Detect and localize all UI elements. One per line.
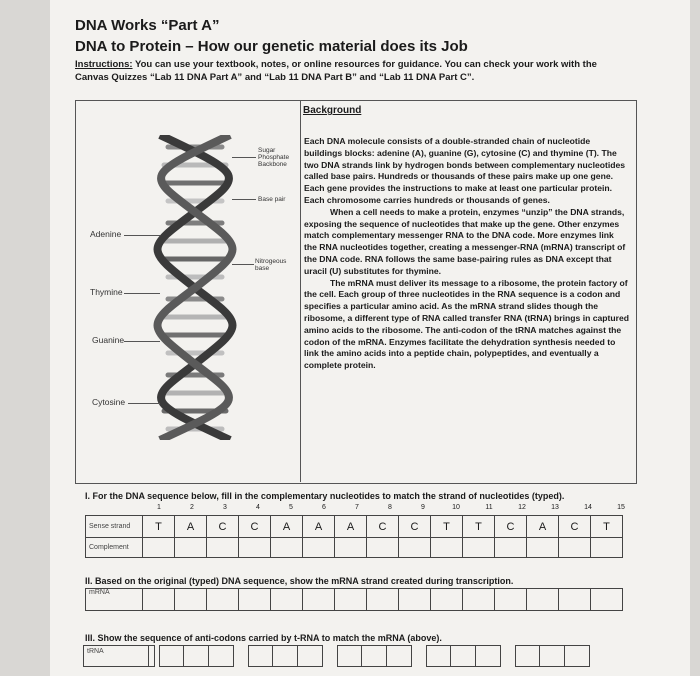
mrna-input-cell[interactable] [591, 589, 623, 611]
worksheet-title: DNA Works “Part A” [75, 17, 220, 34]
instructions-text: You can use your textbook, notes, or online resources for guidance. You can check your work with the Canvas Quizzes “Lab 11 DNA Part A” and “Lab 11 DNA Part B” and “Lab 11 DNA Part C”. [75, 59, 597, 83]
complement-input-cell[interactable] [591, 538, 623, 558]
background-heading: Background [303, 105, 362, 116]
leader-line [232, 264, 254, 265]
mrna-input-cell[interactable] [207, 589, 239, 611]
mrna-input-cell[interactable] [239, 589, 271, 611]
complement-input-cell[interactable] [207, 538, 239, 558]
leader-line [124, 293, 160, 294]
background-paragraph-1: Each DNA molecule consists of a double-stranded chain of nucleotide buildings blocks: adenine (A), guanine (G), cytosine (C) and thymine (T). The two DNA strands link by hydrogen bonds between complementary nucleotides called base pairs. Hundreds or thousands of these pairs make up one gene. Each gene provides the instructions to make at least one particular protein. Each chromosome carries hundreds or thousands of genes. [304, 136, 626, 205]
mrna-input-cell[interactable] [463, 589, 495, 611]
trna-input-cell[interactable] [298, 645, 323, 667]
trna-input-cell[interactable] [248, 645, 273, 667]
nucleotide-cell: C [367, 516, 399, 538]
complement-input-cell[interactable] [143, 538, 175, 558]
mrna-row [86, 589, 623, 611]
label-guanine: Guanine [92, 335, 125, 345]
nucleotide-cell: T [431, 516, 463, 538]
background-paragraph-3: The mRNA must deliver its message to a ribosome, the protein factory of the cell. Each group of three nucleotides in the RNA sequence is a codon and specifies a particular amino acid. As the mRNA strand slides though the ribosome, a different type of RNA called transfer RNA (tRNA) brings in captured amino acids to the ribosome. The anti-codon of the tRNA matches against the codon of the mRNA. Enzymes facilitate the dehydration synthesis needed to link the amino acids into a peptide chain, polypeptides, and eventually a complete protein. [304, 277, 630, 371]
position-numbers [143, 504, 633, 514]
position-number: 12 [518, 504, 526, 511]
instructions-label: Instructions: [75, 59, 133, 70]
nucleotide-cell: T [143, 516, 175, 538]
question-3-text: III. Show the sequence of anti-codons carried by t-RNA to match the mRNA (above). [85, 633, 442, 643]
trna-spacer [149, 645, 155, 667]
trna-input-cell[interactable] [426, 645, 451, 667]
complement-row [86, 538, 623, 558]
mrna-input-cell[interactable] [271, 589, 303, 611]
mrna-input-cell[interactable] [495, 589, 527, 611]
complement-input-cell[interactable] [431, 538, 463, 558]
trna-label: tRNA [83, 645, 149, 667]
position-number: 13 [551, 504, 559, 511]
complement-input-cell[interactable] [271, 538, 303, 558]
question-1-text: I. For the DNA sequence below, fill in the complementary nucleotides to match the strand of nucleotides (typed). [85, 491, 565, 501]
dna-helix-illustration [150, 135, 240, 440]
complement-input-cell[interactable] [175, 538, 207, 558]
nucleotide-cell: A [175, 516, 207, 538]
label-sugar-phosphate-backbone: Sugar Phosphate Backbone [258, 147, 290, 168]
label-base-pair: Base pair [258, 196, 286, 203]
position-number: 7 [355, 504, 359, 511]
mrna-input-cell[interactable] [367, 589, 399, 611]
nucleotide-cell: C [207, 516, 239, 538]
mrna-input-cell[interactable] [527, 589, 559, 611]
worksheet-subtitle: DNA to Protein – How our genetic material does its Job [75, 38, 468, 55]
label-thymine: Thymine [90, 287, 123, 297]
trna-input-cell[interactable] [159, 645, 184, 667]
nucleotide-cell: C [239, 516, 271, 538]
complement-input-cell[interactable] [335, 538, 367, 558]
complement-input-cell[interactable] [399, 538, 431, 558]
nucleotide-cell: A [303, 516, 335, 538]
complement-input-cell[interactable] [367, 538, 399, 558]
nucleotide-cell: T [463, 516, 495, 538]
trna-input-cell[interactable] [209, 645, 234, 667]
position-number: 2 [190, 504, 194, 511]
nucleotide-cell: A [271, 516, 303, 538]
trna-input-cell[interactable] [451, 645, 476, 667]
trna-row [83, 645, 590, 667]
complement-input-cell[interactable] [463, 538, 495, 558]
leader-line [232, 199, 256, 200]
position-number: 6 [322, 504, 326, 511]
trna-input-cell[interactable] [337, 645, 362, 667]
instructions [75, 58, 625, 84]
nucleotide-cell: C [495, 516, 527, 538]
trna-input-cell[interactable] [273, 645, 298, 667]
leader-line [124, 235, 160, 236]
nucleotide-cell: C [559, 516, 591, 538]
position-number: 10 [452, 504, 460, 511]
leader-line [232, 157, 256, 158]
label-cytosine: Cytosine [92, 397, 126, 407]
mrna-table [85, 588, 623, 611]
mrna-input-cell[interactable] [399, 589, 431, 611]
nucleotide-cell: A [335, 516, 367, 538]
mrna-input-cell[interactable] [335, 589, 367, 611]
position-number: 9 [421, 504, 425, 511]
label-nitrogenous-base: Nitrogeous base [255, 258, 287, 272]
position-number: 11 [485, 504, 493, 511]
trna-input-cell[interactable] [565, 645, 590, 667]
label-adenine: Adenine [90, 229, 122, 239]
position-number: 1 [157, 504, 161, 511]
trna-input-cell[interactable] [540, 645, 565, 667]
sense-strand-row [86, 516, 623, 538]
position-number: 5 [289, 504, 293, 511]
trna-input-cell[interactable] [476, 645, 501, 667]
complement-input-cell[interactable] [527, 538, 559, 558]
position-number: 8 [388, 504, 392, 511]
nucleotide-cell: C [399, 516, 431, 538]
sense-strand-label: Sense strand [86, 516, 143, 538]
leader-line [128, 403, 160, 404]
mrna-input-cell[interactable] [143, 589, 175, 611]
nucleotide-cell: T [591, 516, 623, 538]
mrna-input-cell[interactable] [175, 589, 207, 611]
nucleotide-cell: A [527, 516, 559, 538]
position-number: 4 [256, 504, 260, 511]
mrna-input-cell[interactable] [431, 589, 463, 611]
position-number: 14 [584, 504, 592, 511]
complement-input-cell[interactable] [495, 538, 527, 558]
question-2-text: II. Based on the original (typed) DNA sequence, show the mRNA strand created during transcription. [85, 576, 514, 586]
position-number: 3 [223, 504, 227, 511]
complement-input-cell[interactable] [239, 538, 271, 558]
dna-sequence-table [85, 515, 623, 558]
complement-label: Complement [86, 538, 143, 558]
leader-line [124, 341, 160, 342]
trna-input-cell[interactable] [515, 645, 540, 667]
mrna-label: mRNA [86, 589, 143, 611]
complement-input-cell[interactable] [559, 538, 591, 558]
mrna-input-cell[interactable] [559, 589, 591, 611]
trna-input-cell[interactable] [387, 645, 412, 667]
figure-divider [300, 100, 301, 482]
mrna-input-cell[interactable] [303, 589, 335, 611]
trna-input-cell[interactable] [362, 645, 387, 667]
background-text [304, 136, 629, 372]
trna-input-cell[interactable] [184, 645, 209, 667]
complement-input-cell[interactable] [303, 538, 335, 558]
position-number: 15 [617, 504, 625, 511]
background-paragraph-2: When a cell needs to make a protein, enzymes “unzip” the DNA strands, exposing the sequence of nucleotides that make up the gene. Other enzymes match complementary messenger RNA to the DNA code. More enzymes link the RNA nucleotides together, creating a messenger-RNA (mRNA) transcript of the DNA code. RNA follows the same base-pairing rules as DNA except that uracil (U) substitutes for thymine. [304, 206, 626, 276]
